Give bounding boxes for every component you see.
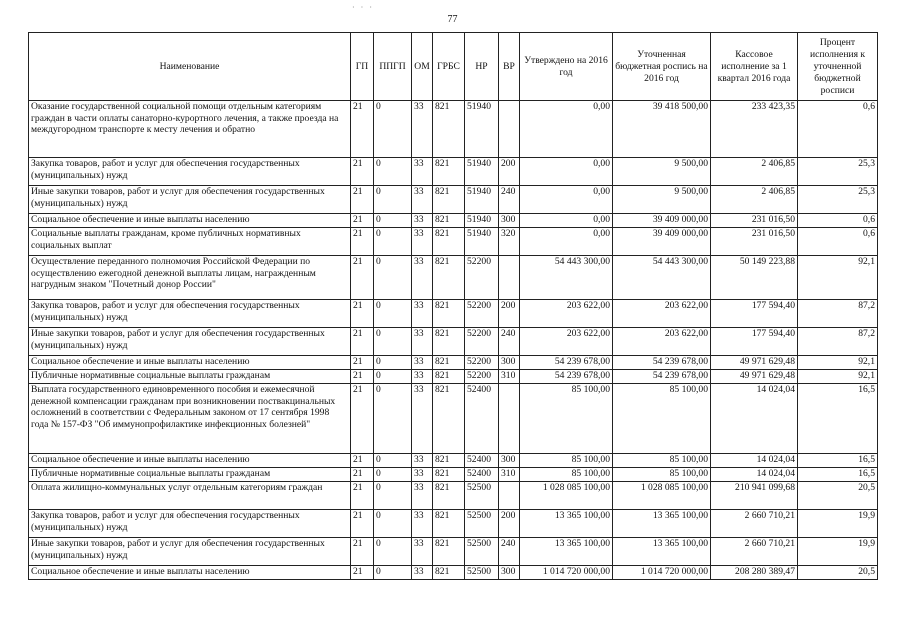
cell-cash: 208 280 389,47 [711, 566, 798, 580]
cell-cash: 177 594,40 [711, 328, 798, 356]
cell-name: Публичные нормативные социальные выплаты гражданам [29, 370, 351, 384]
cell-approved: 85 100,00 [520, 454, 613, 468]
cell-refined: 13 365 100,00 [613, 510, 711, 538]
budget-table [28, 32, 878, 580]
cell-approved: 1 014 720 000,00 [520, 566, 613, 580]
cell-approved: 1 028 085 100,00 [520, 482, 613, 510]
cell-om: 33 [412, 482, 433, 510]
cell-name: Иные закупки товаров, работ и услуг для обеспечения государственных (муниципальных) нужд [29, 538, 351, 566]
cell-ppgp: 0 [374, 328, 412, 356]
cell-percent: 87,2 [798, 300, 878, 328]
cell-approved: 85 100,00 [520, 468, 613, 482]
table-row [29, 228, 878, 256]
header-percent: Процент исполнения к уточненной бюджетной росписи [798, 33, 878, 101]
cell-percent: 0,6 [798, 228, 878, 256]
cell-approved: 54 443 300,00 [520, 256, 613, 300]
cell-approved: 0,00 [520, 186, 613, 214]
cell-ppgp: 0 [374, 228, 412, 256]
cell-approved: 13 365 100,00 [520, 538, 613, 566]
cell-name: Иные закупки товаров, работ и услуг для обеспечения государственных (муниципальных) нужд [29, 186, 351, 214]
table-row [29, 356, 878, 370]
cell-cash: 2 660 710,21 [711, 538, 798, 566]
table-row [29, 158, 878, 186]
cell-name: Социальные выплаты гражданам, кроме публичных нормативных социальных выплат [29, 228, 351, 256]
cell-cash: 14 024,04 [711, 468, 798, 482]
cell-percent: 92,1 [798, 370, 878, 384]
cell-refined: 54 239 678,00 [613, 370, 711, 384]
cell-cash: 233 423,35 [711, 101, 798, 158]
cell-gp: 21 [351, 256, 374, 300]
cell-om: 33 [412, 468, 433, 482]
cell-name: Публичные нормативные социальные выплаты гражданам [29, 468, 351, 482]
cell-gp: 21 [351, 482, 374, 510]
header-approved: Утверждено на 2016 год [520, 33, 613, 101]
cell-vr: 320 [499, 228, 520, 256]
cell-vr: 200 [499, 300, 520, 328]
cell-percent: 19,9 [798, 510, 878, 538]
cell-om: 33 [412, 101, 433, 158]
cell-ppgp: 0 [374, 356, 412, 370]
cell-gp: 21 [351, 356, 374, 370]
cell-cash: 14 024,04 [711, 384, 798, 454]
cell-approved: 85 100,00 [520, 384, 613, 454]
cell-nr: 51940 [465, 186, 499, 214]
cell-refined: 85 100,00 [613, 454, 711, 468]
cell-cash: 231 016,50 [711, 228, 798, 256]
cell-cash: 2 406,85 [711, 158, 798, 186]
table-row [29, 510, 878, 538]
cell-approved: 0,00 [520, 214, 613, 228]
cell-vr [499, 384, 520, 454]
table-row [29, 328, 878, 356]
cell-om: 33 [412, 228, 433, 256]
cell-name: Оказание государственной социальной помощи отдельным категориям граждан в части оплаты санаторно-курортного лечения, а также проезда на междугородном транспорте к месту лечения и обратно [29, 101, 351, 158]
cell-grbs: 821 [433, 214, 465, 228]
cell-nr: 52400 [465, 384, 499, 454]
cell-vr: 310 [499, 370, 520, 384]
cell-nr: 52500 [465, 566, 499, 580]
cell-approved: 54 239 678,00 [520, 356, 613, 370]
cell-grbs: 821 [433, 356, 465, 370]
cell-grbs: 821 [433, 510, 465, 538]
cell-vr [499, 256, 520, 300]
cell-grbs: 821 [433, 482, 465, 510]
table-row [29, 468, 878, 482]
cell-nr: 52400 [465, 454, 499, 468]
cell-refined: 203 622,00 [613, 300, 711, 328]
cell-ppgp: 0 [374, 370, 412, 384]
cell-nr: 51940 [465, 214, 499, 228]
cell-name: Выплата государственного единовременного пособия и ежемесячной денежной компенсации гражданам при возникновении поствакцинальных осложнений в соответствии с Федеральным законом от 17 сентября 1998 года № 157-ФЗ "Об иммунопрофилактике инфекционных болезней" [29, 384, 351, 454]
header-grbs: ГРБС [433, 33, 465, 101]
cell-vr: 240 [499, 328, 520, 356]
cell-om: 33 [412, 214, 433, 228]
cell-vr: 300 [499, 356, 520, 370]
table-header-row [29, 33, 878, 101]
cell-refined: 1 028 085 100,00 [613, 482, 711, 510]
cell-grbs: 821 [433, 384, 465, 454]
header-gp: ГП [351, 33, 374, 101]
cell-percent: 16,5 [798, 468, 878, 482]
cell-grbs: 821 [433, 328, 465, 356]
cell-percent: 16,5 [798, 384, 878, 454]
cell-refined: 13 365 100,00 [613, 538, 711, 566]
table-row [29, 214, 878, 228]
table-row [29, 566, 878, 580]
cell-gp: 21 [351, 566, 374, 580]
table-row [29, 101, 878, 158]
cell-vr: 200 [499, 158, 520, 186]
cell-vr [499, 482, 520, 510]
cell-om: 33 [412, 158, 433, 186]
cell-gp: 21 [351, 328, 374, 356]
cell-approved: 54 239 678,00 [520, 370, 613, 384]
cell-ppgp: 0 [374, 538, 412, 566]
header-om: ОМ [412, 33, 433, 101]
cell-ppgp: 0 [374, 384, 412, 454]
cell-grbs: 821 [433, 101, 465, 158]
cell-refined: 39 409 000,00 [613, 228, 711, 256]
cell-gp: 21 [351, 468, 374, 482]
cell-cash: 49 971 629,48 [711, 370, 798, 384]
cell-approved: 203 622,00 [520, 328, 613, 356]
header-nr: НР [465, 33, 499, 101]
cell-cash: 177 594,40 [711, 300, 798, 328]
cell-percent: 25,3 [798, 186, 878, 214]
cell-ppgp: 0 [374, 468, 412, 482]
cell-percent: 25,3 [798, 158, 878, 186]
cell-cash: 210 941 099,68 [711, 482, 798, 510]
cell-grbs: 821 [433, 186, 465, 214]
cell-om: 33 [412, 538, 433, 566]
cell-nr: 51940 [465, 228, 499, 256]
table-row [29, 300, 878, 328]
cell-nr: 52200 [465, 356, 499, 370]
cell-grbs: 821 [433, 468, 465, 482]
cell-percent: 87,2 [798, 328, 878, 356]
cell-vr [499, 101, 520, 158]
cell-nr: 52200 [465, 256, 499, 300]
cell-gp: 21 [351, 300, 374, 328]
cell-nr: 52500 [465, 510, 499, 538]
page-number: 77 [447, 14, 458, 25]
cell-gp: 21 [351, 101, 374, 158]
table-row [29, 454, 878, 468]
cell-ppgp: 0 [374, 186, 412, 214]
table-row [29, 370, 878, 384]
cell-grbs: 821 [433, 300, 465, 328]
cell-vr: 240 [499, 186, 520, 214]
table-row [29, 482, 878, 510]
header-refined: Уточненная бюджетная роспись на 2016 год [613, 33, 711, 101]
cell-grbs: 821 [433, 538, 465, 566]
cell-vr: 300 [499, 566, 520, 580]
cell-approved: 13 365 100,00 [520, 510, 613, 538]
cell-ppgp: 0 [374, 214, 412, 228]
cell-nr: 52200 [465, 370, 499, 384]
cell-name: Социальное обеспечение и иные выплаты населению [29, 454, 351, 468]
cell-refined: 54 443 300,00 [613, 256, 711, 300]
cell-cash: 2 406,85 [711, 186, 798, 214]
cell-approved: 203 622,00 [520, 300, 613, 328]
cell-cash: 14 024,04 [711, 454, 798, 468]
cell-refined: 54 239 678,00 [613, 356, 711, 370]
cell-refined: 85 100,00 [613, 384, 711, 454]
cell-om: 33 [412, 510, 433, 538]
cell-percent: 16,5 [798, 454, 878, 468]
cell-percent: 0,6 [798, 101, 878, 158]
cell-vr: 240 [499, 538, 520, 566]
cell-gp: 21 [351, 538, 374, 566]
cell-ppgp: 0 [374, 256, 412, 300]
cell-percent: 20,5 [798, 482, 878, 510]
cell-name: Социальное обеспечение и иные выплаты населению [29, 356, 351, 370]
cell-om: 33 [412, 356, 433, 370]
table-row [29, 384, 878, 454]
cell-nr: 52200 [465, 328, 499, 356]
cell-cash: 231 016,50 [711, 214, 798, 228]
cell-refined: 203 622,00 [613, 328, 711, 356]
cell-approved: 0,00 [520, 228, 613, 256]
cell-refined: 9 500,00 [613, 158, 711, 186]
cell-om: 33 [412, 384, 433, 454]
cell-percent: 0,6 [798, 214, 878, 228]
cell-percent: 92,1 [798, 356, 878, 370]
cell-om: 33 [412, 186, 433, 214]
cell-name: Закупка товаров, работ и услуг для обеспечения государственных (муниципальных) нужд [29, 510, 351, 538]
cell-om: 33 [412, 566, 433, 580]
cell-percent: 19,9 [798, 538, 878, 566]
cell-nr: 52500 [465, 538, 499, 566]
cell-grbs: 821 [433, 566, 465, 580]
cell-vr: 300 [499, 454, 520, 468]
cell-grbs: 821 [433, 454, 465, 468]
header-cash: Кассовое исполнение за 1 квартал 2016 года [711, 33, 798, 101]
cell-nr: 52400 [465, 468, 499, 482]
header-name: Наименование [29, 33, 351, 101]
cell-om: 33 [412, 256, 433, 300]
cell-om: 33 [412, 370, 433, 384]
cell-nr: 52200 [465, 300, 499, 328]
cell-cash: 50 149 223,88 [711, 256, 798, 300]
cell-om: 33 [412, 454, 433, 468]
cell-ppgp: 0 [374, 158, 412, 186]
header-ppgp: ППГП [374, 33, 412, 101]
cell-grbs: 821 [433, 158, 465, 186]
cell-vr: 300 [499, 214, 520, 228]
header-vr: ВР [499, 33, 520, 101]
cell-ppgp: 0 [374, 454, 412, 468]
cell-refined: 39 418 500,00 [613, 101, 711, 158]
cell-ppgp: 0 [374, 510, 412, 538]
cell-om: 33 [412, 300, 433, 328]
cell-name: Социальное обеспечение и иные выплаты населению [29, 214, 351, 228]
cell-nr: 52500 [465, 482, 499, 510]
cell-refined: 39 409 000,00 [613, 214, 711, 228]
cell-cash: 2 660 710,21 [711, 510, 798, 538]
cell-name: Осуществление переданного полномочия Российской Федерации по осуществлению ежегодной денежной выплаты лицам, награжденным нагрудным знаком "Почетный донор России" [29, 256, 351, 300]
cell-ppgp: 0 [374, 101, 412, 158]
cell-name: Закупка товаров, работ и услуг для обеспечения государственных (муниципальных) нужд [29, 300, 351, 328]
table-row [29, 538, 878, 566]
cell-grbs: 821 [433, 370, 465, 384]
cell-name: Иные закупки товаров, работ и услуг для обеспечения государственных (муниципальных) нужд [29, 328, 351, 356]
cell-name: Социальное обеспечение и иные выплаты населению [29, 566, 351, 580]
cell-approved: 0,00 [520, 101, 613, 158]
cell-approved: 0,00 [520, 158, 613, 186]
cell-om: 33 [412, 328, 433, 356]
cell-percent: 92,1 [798, 256, 878, 300]
cell-percent: 20,5 [798, 566, 878, 580]
cell-vr: 200 [499, 510, 520, 538]
table-row [29, 186, 878, 214]
cell-grbs: 821 [433, 256, 465, 300]
cell-refined: 85 100,00 [613, 468, 711, 482]
cell-refined: 1 014 720 000,00 [613, 566, 711, 580]
cell-ppgp: 0 [374, 482, 412, 510]
cell-cash: 49 971 629,48 [711, 356, 798, 370]
scan-artifact-dots: · · · [352, 3, 374, 12]
cell-nr: 51940 [465, 158, 499, 186]
cell-gp: 21 [351, 384, 374, 454]
cell-name: Оплата жилищно-коммунальных услуг отдельным категориям граждан [29, 482, 351, 510]
cell-gp: 21 [351, 228, 374, 256]
cell-name: Закупка товаров, работ и услуг для обеспечения государственных (муниципальных) нужд [29, 158, 351, 186]
cell-vr: 310 [499, 468, 520, 482]
cell-gp: 21 [351, 214, 374, 228]
cell-gp: 21 [351, 510, 374, 538]
cell-ppgp: 0 [374, 300, 412, 328]
cell-nr: 51940 [465, 101, 499, 158]
cell-grbs: 821 [433, 228, 465, 256]
cell-gp: 21 [351, 370, 374, 384]
budget-table-container [28, 32, 877, 580]
cell-gp: 21 [351, 454, 374, 468]
cell-gp: 21 [351, 186, 374, 214]
cell-gp: 21 [351, 158, 374, 186]
cell-refined: 9 500,00 [613, 186, 711, 214]
table-row [29, 256, 878, 300]
cell-ppgp: 0 [374, 566, 412, 580]
